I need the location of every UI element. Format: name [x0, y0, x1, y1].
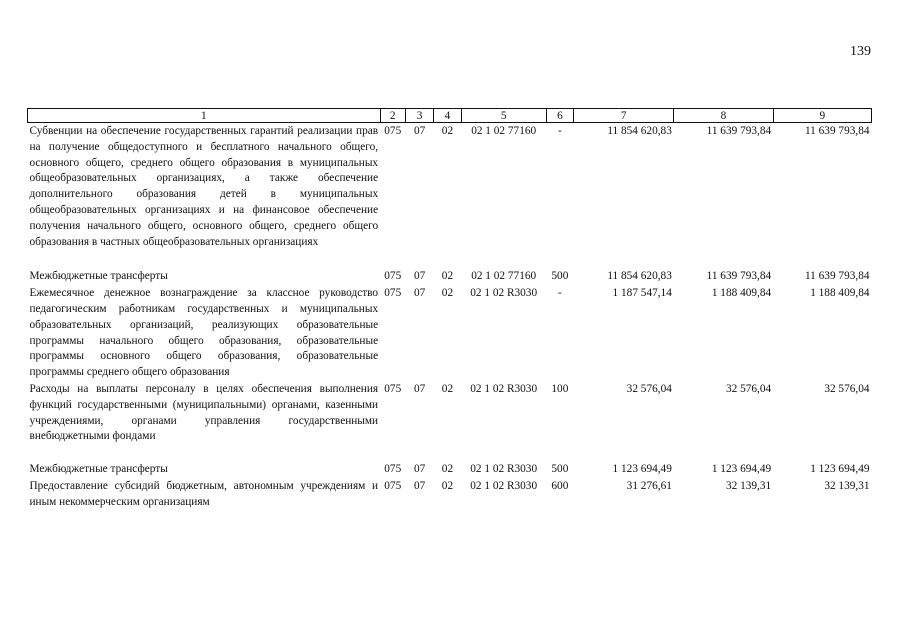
row-target-article: 02 1 02 R3030 — [470, 479, 538, 492]
row-amount-col7: 11 854 620,83 — [607, 125, 672, 137]
row-ministry-code: 075 — [384, 382, 402, 395]
row-section: 07 — [413, 270, 426, 283]
header-col-1: 1 — [28, 109, 381, 123]
row-section: 07 — [413, 479, 426, 492]
page-number: 139 — [850, 44, 871, 59]
row-amount-col7: 11 854 620,83 — [607, 270, 672, 283]
table-row — [28, 123, 872, 251]
row-description: Межбюджетные трансферты — [29, 270, 168, 283]
table-row — [28, 478, 872, 511]
row-subsection: 02 — [441, 382, 454, 395]
row-description: Предоставление субсидий бюджетным, автономным учреждениям и иным некоммерческим организациям — [29, 479, 379, 508]
row-expense-type: 500 — [551, 463, 569, 476]
row-target-article: 02 1 02 77160 — [471, 270, 537, 283]
row-description: Межбюджетные трансферты — [29, 463, 168, 476]
row-section: 07 — [413, 382, 426, 395]
header-row — [28, 109, 872, 123]
row-expense-type: 500 — [551, 270, 569, 283]
row-section: 07 — [413, 463, 426, 476]
row-ministry-code: 075 — [384, 287, 402, 300]
budget-table — [27, 108, 872, 511]
row-target-article: 02 1 02 R3030 — [470, 463, 538, 476]
row-expense-type: - — [558, 287, 562, 300]
header-col-3: 3 — [405, 109, 433, 123]
row-description: Ежемесячное денежное вознаграждение за классное руководство педагогическим работникам государственных и муниципальных образовательных организаций, реализующих образовательные программы начального общего образования, образовательные программы основного общего образования, образовательные программы среднего общего образования — [29, 287, 379, 379]
row-subsection: 02 — [441, 270, 454, 283]
row-expense-type: 600 — [551, 479, 569, 492]
row-amount-col9: 32 576,04 — [824, 382, 870, 395]
header-col-2: 2 — [380, 109, 405, 123]
header-col-8: 8 — [674, 109, 773, 123]
row-ministry-code: 075 — [384, 270, 402, 283]
row-subsection: 02 — [441, 287, 454, 300]
row-subsection: 02 — [441, 125, 454, 137]
row-section: 07 — [413, 287, 426, 300]
table-row — [28, 268, 872, 285]
row-target-article: 02 1 02 R3030 — [470, 382, 538, 395]
header-col-7: 7 — [574, 109, 674, 123]
row-section: 07 — [413, 125, 426, 137]
row-amount-col9: 11 639 793,84 — [804, 125, 870, 137]
row-amount-col9: 32 139,31 — [824, 479, 870, 492]
header-col-9: 9 — [773, 109, 871, 123]
row-ministry-code: 075 — [384, 479, 402, 492]
row-amount-col7: 32 576,04 — [626, 382, 672, 395]
row-target-article: 02 1 02 R3030 — [470, 287, 538, 300]
row-amount-col8: 11 639 793,84 — [706, 125, 772, 137]
row-amount-col9: 1 188 409,84 — [810, 287, 870, 300]
row-description: Субвенции на обеспечение государственных гарантий реализации прав на получение общедоступного и бесплатного начального общего, основного общего, среднего общего образования в муниципальных общеобразовательных организациях, а также обеспечение дополнительного образования детей в муниципальных общеобразовательных организациях и на финансовое обеспечение получения начального общего, основного общего, среднего общего образования в частных общеобразовательных организациях — [29, 125, 379, 248]
row-spacer — [28, 445, 872, 461]
row-spacer — [28, 250, 872, 268]
header-col-5: 5 — [461, 109, 546, 123]
row-description: Расходы на выплаты персоналу в целях обеспечения выполнения функций государственными (муниципальными) органами, казенными учреждениями, органами управления государственными внебюджетными фондами — [29, 382, 379, 443]
row-amount-col8: 1 123 694,49 — [711, 463, 772, 476]
row-amount-col8: 1 188 409,84 — [711, 287, 772, 300]
row-amount-col7: 1 187 547,14 — [612, 287, 672, 300]
row-amount-col7: 31 276,61 — [626, 479, 672, 492]
row-amount-col9: 11 639 793,84 — [804, 270, 870, 283]
row-expense-type: 100 — [551, 382, 569, 395]
row-target-article: 02 1 02 77160 — [471, 125, 537, 137]
row-subsection: 02 — [441, 479, 454, 492]
row-amount-col8: 11 639 793,84 — [706, 270, 772, 283]
row-amount-col8: 32 139,31 — [725, 479, 772, 492]
row-expense-type: - — [558, 125, 562, 137]
row-amount-col9: 1 123 694,49 — [810, 463, 870, 476]
row-amount-col8: 32 576,04 — [725, 382, 772, 395]
table-row — [28, 461, 872, 478]
row-ministry-code: 075 — [384, 463, 402, 476]
header-col-6: 6 — [546, 109, 573, 123]
row-subsection: 02 — [441, 463, 454, 476]
table-row — [28, 285, 872, 381]
header-col-4: 4 — [434, 109, 461, 123]
row-ministry-code: 075 — [384, 125, 402, 137]
table-row — [28, 381, 872, 445]
row-amount-col7: 1 123 694,49 — [612, 463, 672, 476]
